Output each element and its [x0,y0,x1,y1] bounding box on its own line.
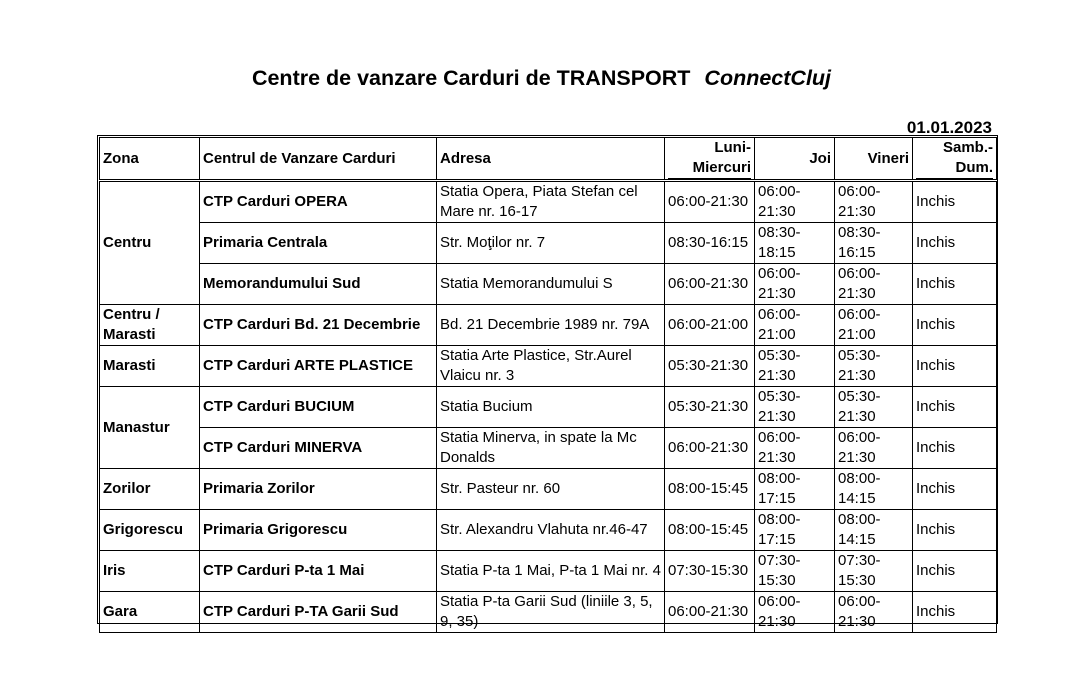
hours-samb-dum: Inchis [913,305,997,346]
hours-samb-dum: Inchis [913,510,997,551]
hours-luni-miercuri: 05:30-21:30 [665,387,755,428]
col-header-zona: Zona [100,138,200,181]
hours-vineri: 08:30-16:15 [835,223,913,264]
hours-luni-miercuri: 05:30-21:30 [665,346,755,387]
address-cell: Statia P-ta Garii Sud (liniile 3, 5, 9, 35) [437,592,665,633]
hours-luni-miercuri: 06:00-21:30 [665,592,755,633]
hours-joi: 06:00-21:30 [755,592,835,633]
hours-vineri: 06:00-21:30 [835,181,913,223]
address-cell: Statia Opera, Piata Stefan cel Mare nr. 16-17 [437,181,665,223]
hours-samb-dum: Inchis [913,346,997,387]
table-row [100,346,997,387]
hours-vineri: 05:30-21:30 [835,346,913,387]
center-cell: Memorandumului Sud [200,264,437,305]
address-cell: Statia Memorandumului S [437,264,665,305]
table-row [100,510,997,551]
col-header-adresa: Adresa [437,138,665,181]
hours-luni-miercuri: 06:00-21:30 [665,264,755,305]
header-row [100,138,997,181]
title-text: Centre de vanzare Carduri de TRANSPORT [251,66,691,90]
hours-joi: 08:00-17:15 [755,510,835,551]
table-row [100,428,997,469]
hours-vineri: 05:30-21:30 [835,387,913,428]
hours-samb-dum: Inchis [913,428,997,469]
table-row [100,469,997,510]
hours-vineri: 06:00-21:30 [835,428,913,469]
hours-samb-dum: Inchis [913,181,997,223]
address-cell: Statia Minerva, in spate la Mc Donalds [437,428,665,469]
col-header-centru: Centrul de Vanzare Carduri [200,138,437,181]
hours-joi: 08:00-17:15 [755,469,835,510]
center-cell: CTP Carduri Bd. 21 Decembrie [200,305,437,346]
hours-vineri: 08:00-14:15 [835,510,913,551]
address-cell: Str. Moţilor nr. 7 [437,223,665,264]
hours-samb-dum: Inchis [913,469,997,510]
zone-cell: Gara [100,592,200,633]
page-title [0,66,1083,91]
sales-centers-table [99,137,997,633]
address-cell: Statia Arte Plastice, Str.Aurel Vlaicu nr. 3 [437,346,665,387]
brand-name: ConnectCluj [704,66,832,90]
center-cell: CTP Carduri ARTE PLASTICE [200,346,437,387]
col-header-luni-miercuri [665,138,755,181]
center-cell: CTP Carduri BUCIUM [200,387,437,428]
zone-cell: Grigorescu [100,510,200,551]
table-row [100,551,997,592]
zone-cell: Centru [100,181,200,305]
table-row [100,223,997,264]
table-row [100,387,997,428]
hours-vineri: 06:00-21:30 [835,592,913,633]
center-cell: CTP Carduri P-ta 1 Mai [200,551,437,592]
hours-luni-miercuri: 06:00-21:30 [665,428,755,469]
hours-luni-miercuri: 06:00-21:00 [665,305,755,346]
hours-vineri: 08:00-14:15 [835,469,913,510]
hours-joi: 07:30-15:30 [755,551,835,592]
center-cell: CTP Carduri P-TA Garii Sud [200,592,437,633]
hours-vineri: 06:00-21:30 [835,264,913,305]
address-cell: Str. Alexandru Vlahuta nr.46-47 [437,510,665,551]
center-cell: CTP Carduri OPERA [200,181,437,223]
address-cell: Statia P-ta 1 Mai, P-ta 1 Mai nr. 4 [437,551,665,592]
zone-cell: Marasti [100,346,200,387]
col-header-vineri: Vineri [835,138,913,181]
table-row [100,592,997,633]
hours-joi: 06:00-21:30 [755,264,835,305]
center-cell: Primaria Centrala [200,223,437,264]
hours-samb-dum: Inchis [913,551,997,592]
hours-samb-dum: Inchis [913,592,997,633]
hours-joi: 05:30-21:30 [755,387,835,428]
table-row [100,264,997,305]
col-header-luni-miercuri-text: Luni-Miercuri [668,138,751,179]
table-row [100,181,997,223]
zone-cell: Zorilor [100,469,200,510]
table-row [100,305,997,346]
hours-joi: 06:00-21:30 [755,181,835,223]
hours-vineri: 07:30-15:30 [835,551,913,592]
center-cell: Primaria Zorilor [200,469,437,510]
col-header-samb-dum [913,138,997,181]
hours-samb-dum: Inchis [913,264,997,305]
hours-joi: 05:30-21:30 [755,346,835,387]
hours-luni-miercuri: 07:30-15:30 [665,551,755,592]
hours-joi: 06:00-21:00 [755,305,835,346]
zone-cell: Manastur [100,387,200,469]
address-cell: Statia Bucium [437,387,665,428]
hours-joi: 08:30-18:15 [755,223,835,264]
hours-joi: 06:00-21:30 [755,428,835,469]
center-cell: CTP Carduri MINERVA [200,428,437,469]
hours-vineri: 06:00-21:00 [835,305,913,346]
col-header-joi: Joi [755,138,835,181]
hours-samb-dum: Inchis [913,387,997,428]
hours-luni-miercuri: 08:00-15:45 [665,510,755,551]
hours-luni-miercuri: 08:00-15:45 [665,469,755,510]
center-cell: Primaria Grigorescu [200,510,437,551]
document-date: 01.01.2023 [906,118,992,137]
hours-samb-dum: Inchis [913,223,997,264]
address-cell: Bd. 21 Decembrie 1989 nr. 79A [437,305,665,346]
address-cell: Str. Pasteur nr. 60 [437,469,665,510]
zone-cell: Centru / Marasti [100,305,200,346]
zone-cell: Iris [100,551,200,592]
col-header-samb-dum-text: Samb.-Dum. [916,138,993,179]
hours-luni-miercuri: 06:00-21:30 [665,181,755,223]
hours-luni-miercuri: 08:30-16:15 [665,223,755,264]
